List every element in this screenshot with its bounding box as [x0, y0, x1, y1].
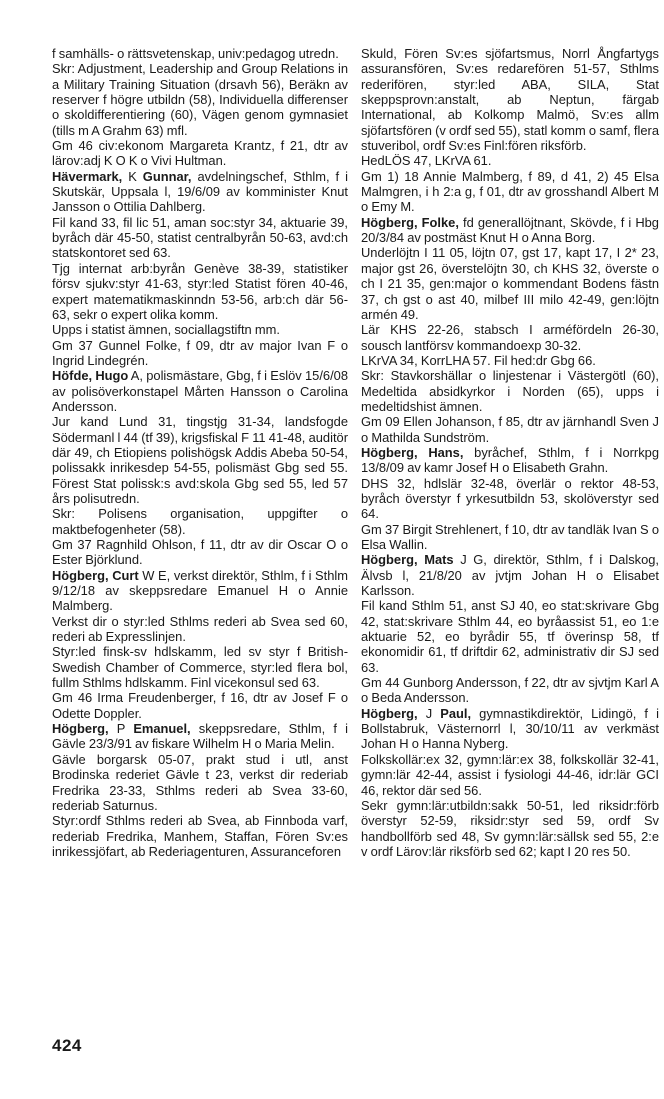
- entry-text: Styr:ordf Sthlms rederi ab Svea, ab Finnboda varf, rederiab Fredrika, Manhem, Staffan, Fören Sv:es inrikessjöfart, ab Rederiagenturen, Assuranceforen: [52, 813, 348, 859]
- entry-given-name: Curt: [112, 567, 139, 583]
- entry-text: Gm 37 Ragnhild Ohlson, f 11, dtr av dir Oscar O o Ester Björklund.: [52, 537, 348, 568]
- entry-text: Gm 46 Irma Freudenberger, f 16, dtr av Josef F o Odette Doppler.: [52, 690, 348, 721]
- right-column: [361, 46, 659, 859]
- entry-given-name: Paul,: [440, 705, 472, 721]
- entry-text: Fil kand 33, fil lic 51, aman soc:styr 34, aktuarie 39, byråch där 45-50, statist centralbyrån 50-63, avd:ch statskontoret sed 63.: [52, 214, 348, 261]
- biography-entry: [52, 721, 348, 752]
- entry-text: Gm 1) 18 Annie Malmberg, f 89, d 41, 2) 45 Elsa Malmgren, i h 2:a g, f 01, dtr av grosshandl Albert M o Emy M.: [361, 168, 659, 215]
- paragraph: [361, 598, 659, 675]
- entry-text: Gm 09 Ellen Johanson, f 85, dtr av järnhandl Sven J o Mathilda Sundström.: [361, 414, 659, 445]
- entry-surname: Höfde, Hugo: [52, 368, 129, 384]
- paragraph: [361, 798, 659, 859]
- entry-initials: K: [122, 168, 143, 184]
- paragraph: [52, 322, 348, 337]
- entry-given-name: Emanuel,: [133, 721, 191, 737]
- paragraph: [361, 245, 659, 322]
- entry-text: Folkskollär:ex 32, gymn:lär:ex 38, folkskollär 32-41, gymn:lär 42-44, assist i fysiologi 44-46, idr:lär GCI 46, rektor där sed 56.: [361, 751, 659, 798]
- entry-text: J G, direktör, Sthlm, f i Dalskog, Älvsb l, 21/8/20 av jvtjm Johan H o Elisabet Karlsson.: [361, 552, 660, 599]
- entry-text: Verkst dir o styr:led Sthlms rederi ab Svea sed 60, rederi ab Expresslinjen.: [52, 613, 348, 645]
- entry-text: Lär KHS 22-26, stabsch I arméfördeln 26-30, sousch lantförsv kommandoexp 30-32.: [361, 322, 659, 353]
- paragraph: [52, 614, 348, 645]
- paragraph: [361, 675, 659, 706]
- paragraph: [52, 61, 348, 138]
- paragraph: [361, 414, 659, 445]
- entry-text: Gm 46 civ:ekonom Margareta Krantz, f 21, dtr av lärov:adj K O K o Vivi Hultman.: [52, 138, 348, 169]
- entry-surname: Högberg,: [52, 567, 109, 583]
- left-column: [52, 46, 348, 859]
- biography-entry: [52, 169, 348, 215]
- paragraph: [361, 522, 659, 553]
- entry-surname: Högberg, Folke,: [361, 214, 459, 230]
- biography-entry: [361, 215, 659, 246]
- entry-surname: Högberg,: [52, 721, 109, 737]
- entry-text: Gm 44 Gunborg Andersson, f 22, dtr av sjvtjm Karl A o Beda Andersson.: [361, 675, 659, 706]
- entry-text: fd generallöjtnant, Skövde, f i Hbg 20/3/84 av postmäst Knut H o Anna Borg.: [361, 214, 659, 246]
- paragraph: [52, 644, 348, 690]
- paragraph: [361, 46, 659, 153]
- entry-text: A, polismästare, Gbg, f i Eslöv 15/6/08 av polisöverkonstapel Mårten Hansson o Carolina Andersson.: [52, 368, 348, 414]
- entry-text: Sekr gymn:lär:utbildn:sakk 50-51, led riksidr:förb överstyr 52-59, riksidr:styr sed 59, ordf Sv handbollförb sed 48, Sv gymn:lär:sällsk sed 55, 2:e v ordf Lärov:lär riksförb sed 62; kapt I 20 res 50.: [361, 797, 659, 859]
- entry-text: Styr:led finsk-sv hdlskamm, led sv styr f British-Swedish Chamber of Commerce, styr:led flera bol, fullm Sthlms hdlskamm. Finl vicekonsul sed 63.: [52, 644, 348, 691]
- paragraph: [361, 353, 659, 368]
- paragraph: [52, 414, 348, 506]
- entry-initials: J: [417, 705, 441, 721]
- entry-text: Fil kand Sthlm 51, anst SJ 40, eo stat:skrivare Gbg 42, stat:skrivare Sthlm 44, eo byråassist 51, eo 1:e aktuarie 52, eo byrådir 55, tf överinsp 58, tf ekonomidir 61, tf driftdir 62, administrativ dir SJ sed 63.: [361, 598, 659, 675]
- entry-text: Gm 37 Birgit Strehlenert, f 10, dtr av tandläk Ivan S o Elsa Wallin.: [361, 521, 659, 552]
- paragraph: [52, 690, 348, 721]
- entry-text: Underlöjtn I 11 05, löjtn 07, gst 17, kapt 17, I 2* 23, major gst 26, överstelöjtn 30, ch KHS 32, överste o ch I 21 35, gen:major o kommendant Bodens fästn 37, ch gst o ast 40, milbef III milo 42-49, gen:löjtn armén 49.: [361, 245, 659, 322]
- paragraph: [361, 153, 659, 168]
- entry-text: Skr: Polisens organisation, uppgifter o maktbefogenheter (58).: [52, 506, 348, 537]
- paragraph: [52, 338, 348, 369]
- biography-entry: [52, 368, 348, 414]
- entry-text: LKrVA 34, KorrLHA 57. Fil hed:dr Gbg 66.: [361, 352, 596, 368]
- biography-entry: [361, 445, 659, 476]
- paragraph: [52, 537, 348, 568]
- paragraph: [361, 322, 659, 353]
- paragraph: [52, 138, 348, 169]
- entry-surname: Högberg, Mats: [361, 552, 454, 568]
- entry-text: Upps i statist ämnen, sociallagstiftn mm.: [52, 322, 280, 338]
- entry-text: gymnastikdirektör, Lidingö, f i Bollstabruk, Västernorrl l, 30/10/11 av verkmäst Johan H o Hanna Nyberg.: [361, 705, 659, 752]
- page-number: 424: [52, 1036, 82, 1055]
- paragraph: [52, 261, 348, 322]
- entry-text: Gm 37 Gunnel Folke, f 09, dtr av major Ivan F o Ingrid Lindegrén.: [52, 337, 348, 368]
- paragraph: [361, 752, 659, 798]
- biography-entry: [361, 552, 659, 598]
- entry-text: Gävle borgarsk 05-07, prakt stud i utl, anst Brodinska rederiet Gävle t 23, verkst dir rederiab Fredrika 23-33, Sthlms rederi ab Svea 33-60, rederiab Saturnus.: [52, 751, 348, 813]
- paragraph: [361, 169, 659, 215]
- paragraph: [52, 215, 348, 261]
- entry-surname: Hävermark,: [52, 168, 123, 184]
- entry-surname: Högberg,: [361, 705, 418, 721]
- biography-entry: [52, 568, 348, 614]
- paragraph: [361, 476, 659, 522]
- paragraph: [52, 752, 348, 813]
- entry-surname: Högberg, Hans,: [361, 444, 464, 460]
- entry-text: byråchef, Sthlm, f i Norrkpg 13/8/09 av kamr Josef H o Elisabeth Grahn.: [361, 444, 659, 476]
- paragraph: [52, 46, 348, 61]
- entry-given-name: Gunnar,: [142, 168, 192, 184]
- entry-text: Skr: Adjustment, Leadership and Group Relations in a Military Training Situation (drsavh 56), Beräkn av reserver f högre utbildn (58), Individuella differenser o skoldifferentiering (60), Vägen genom gymnasiet (tills m A Grahm 63) mfl.: [52, 61, 348, 138]
- entry-text: Skuld, Fören Sv:es sjöfartsmus, Norrl Ångfartygs assuransfören, Sv:es redarefören 51-57, Sthlms rederifören, styr:led ABA, SILA, Stat skeppsprovn:anstalt, ab Neptun, färgab International, ab Kolkomp Malmö, Sv:es allm sjöfartsfören (v ordf sed 55), statl komm o samf, flera stuveribol, ordf Sv:es Finl:fören riksförb.: [361, 46, 660, 154]
- entry-text: Jur kand Lund 31, tingstjg 31-34, landsfogde Södermanl l 44 (tf 39), krigsfiskal F 11 41-48, auditör där 49, ch Etiopiens polishögsk Addis Abeba 50-54, polissakk inrikesdep 54-55, polismäst Gbg sed 55. Förest Stat polissk:s avd:skola Gbg sed 55, led 57 års polisutredn.: [52, 414, 348, 506]
- entry-text: Skr: Stavkorshällar o linjestenar i Västergötl (60), Medeltida absidkyrkor i Norden (65), upps i medeltidshist ämnen.: [361, 368, 659, 414]
- entry-text: Tjg internat arb:byrån Genève 38-39, statistiker försv sjukv:styr 41-63, styr:led Statist fören 40-46, expert matematikmaskinndn 53-56, arb:ch där 56-63, sekr o expert olika komm.: [52, 260, 348, 322]
- entry-text: skeppsredare, Sthlm, f i Gävle 23/3/91 av fiskare Wilhelm H o Maria Melin.: [52, 721, 349, 752]
- paragraph: [52, 506, 348, 537]
- biography-entry: [361, 706, 659, 752]
- entry-text: HedLÖS 47, LKrVA 61.: [361, 153, 492, 169]
- entry-text: f samhälls- o rättsvetenskap, univ:pedagog utredn.: [52, 46, 339, 61]
- entry-text: DHS 32, hdlslär 32-48, överlär o rektor 48-53, byråch överstyr f yrkesutbildn 53, skolöverstyr sed 64.: [361, 475, 659, 522]
- paragraph: [52, 813, 348, 859]
- entry-initials: P: [108, 721, 134, 737]
- paragraph: [361, 368, 659, 414]
- entry-text: W E, verkst direktör, Sthlm, f i Sthlm 9/12/18 av skeppsredare Emanuel H o Annie Malmberg.: [52, 567, 348, 614]
- entry-text: avdelningschef, Sthlm, f i Skutskär, Uppsala l, 19/6/09 av komminister Knut Jansson o Ottilia Dahlberg.: [52, 168, 348, 215]
